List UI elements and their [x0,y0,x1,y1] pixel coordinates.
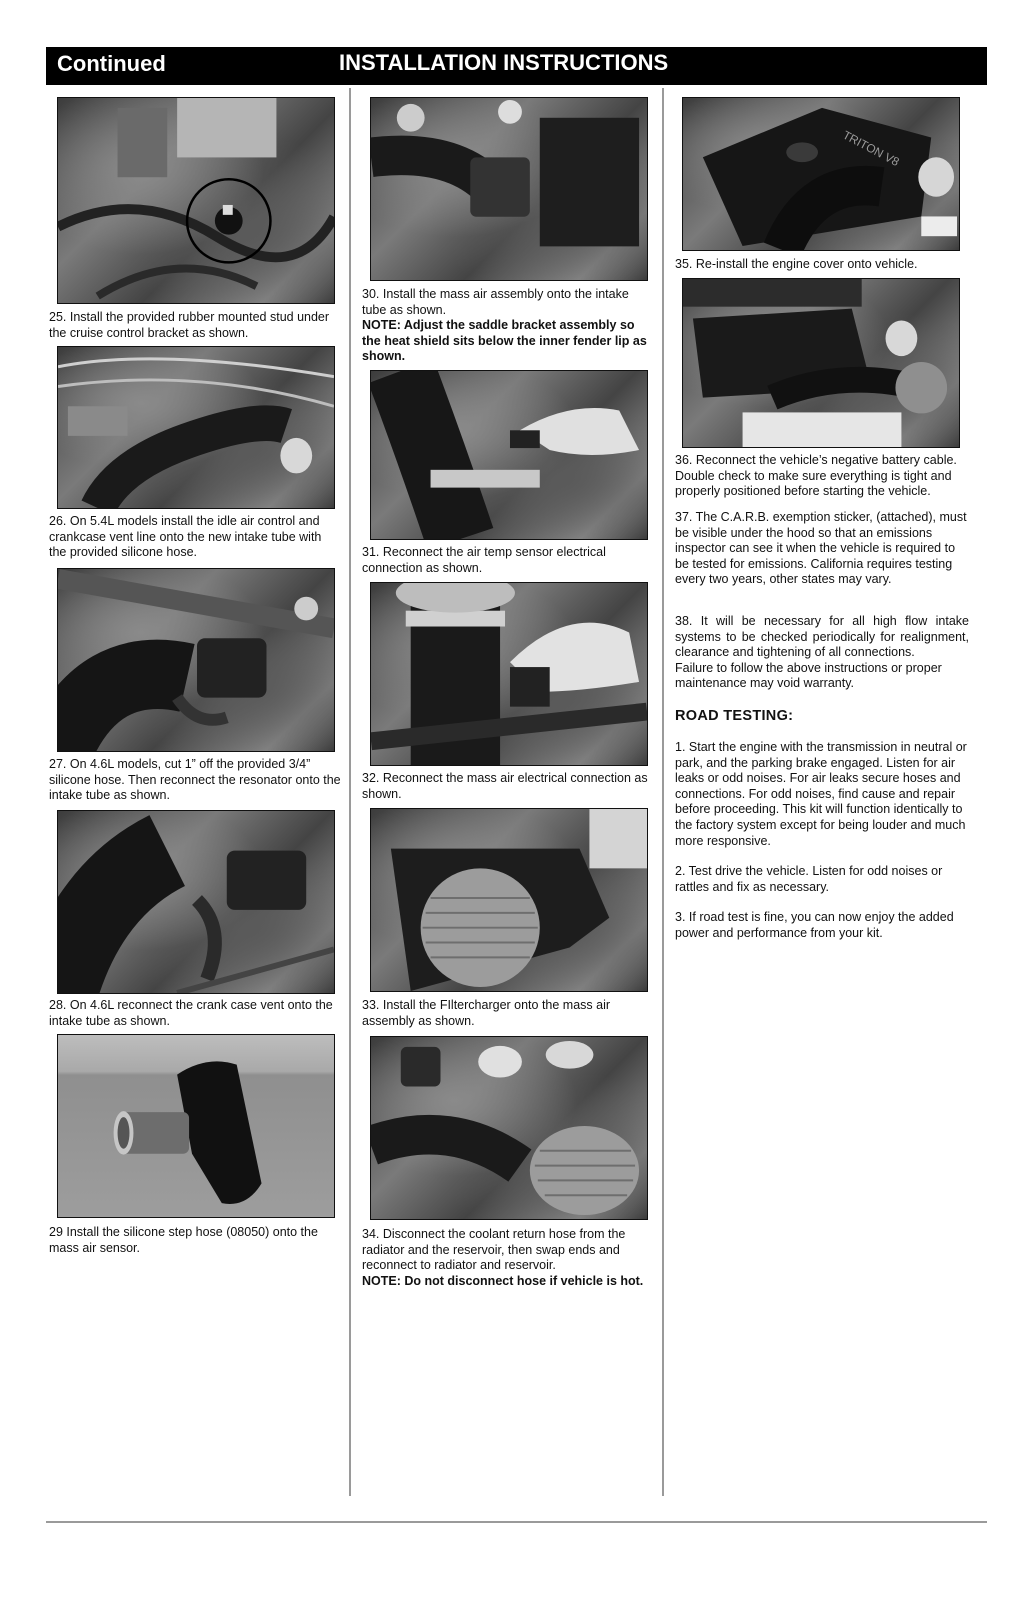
caption-step-38 [675,614,969,692]
caption-step-29: 29 Install the silicone step hose (08050) onto the mass air sensor. [49,1225,318,1255]
photo-step-25 [57,97,335,304]
photo-step-29 [57,1034,335,1218]
photo-step-33 [370,808,648,992]
photo-step-30 [370,97,648,281]
photo-step-31 [370,370,648,540]
caption-step-30 [362,287,656,365]
caption-step-30-note: NOTE: Adjust the saddle bracket assembly so the heat shield sits below the inner fender lip as shown. [362,318,647,364]
caption-step-33: 33. Install the FIltercharger onto the mass air assembly as shown. [362,998,611,1028]
road-testing-step-2: 2. Test drive the vehicle. Listen for odd noises or rattles and fix as necessary. [675,864,943,894]
caption-step-26: 26. On 5.4L models install the idle air control and crankcase vent line onto the new intake tube with the provided silicone hose. [49,514,322,560]
header-continued-label: Continued [57,51,166,76]
caption-step-37: 37. The C.A.R.B. exemption sticker, (attached), must be visible under the hood so that an emissions inspector can see it when the vehicle is required to be tested for emissions. California requires testing every two years, other states may vary. [675,510,967,587]
engine-cover-brand-text: TRITON V8 [840,127,902,170]
caption-step-27: 27. On 4.6L models, cut 1” off the provided 3/4” silicone hose. Then reconnect the resonator onto the intake tube as shown. [49,757,341,803]
page-title: INSTALLATION INSTRUCTIONS [339,50,669,75]
header-bar [46,47,987,85]
caption-step-30-text: 30. Install the mass air assembly onto the intake tube as shown. [362,287,629,317]
caption-step-35: 35. Re-install the engine cover onto vehicle. [675,257,918,271]
column-divider-1 [349,88,351,1496]
caption-step-36: 36. Reconnect the vehicle’s negative battery cable. Double check to make sure everything is tight and properly positioned before starting the vehicle. [675,453,957,499]
caption-step-28: 28. On 4.6L reconnect the crank case vent onto the intake tube as shown. [49,998,333,1028]
photo-step-27 [57,568,335,752]
road-testing-heading: ROAD TESTING: [675,708,794,724]
caption-step-34 [362,1227,656,1289]
caption-step-31: 31. Reconnect the air temp sensor electrical connection as shown. [362,545,606,575]
road-testing-step-3: 3. If road test is fine, you can now enjoy the added power and performance from your kit. [675,910,954,940]
warranty-warning: Failure to follow the above instructions or proper maintenance may void warranty. [675,660,942,691]
column-divider-2 [662,88,664,1496]
caption-step-34-text: 34. Disconnect the coolant return hose from the radiator and the reservoir, then swap ends and reconnect to radiator and reservoir. [362,1227,626,1273]
caption-step-32: 32. Reconnect the mass air electrical connection as shown. [362,771,648,801]
road-testing-step-1: 1. Start the engine with the transmission in neutral or park, and the parking brake engaged. Listen for air leaks or odd noises. For air leaks secure hoses and connections. For odd noises, find cause and repair before proceeding. This kit will function identically to the factory system except for being louder and much more responsive. [675,740,967,848]
bottom-rule [46,1521,987,1523]
photo-step-34 [370,1036,648,1220]
photo-step-26 [57,346,335,509]
caption-step-25: 25. Install the provided rubber mounted stud under the cruise control bracket as shown. [49,310,330,340]
photo-step-36 [682,278,960,448]
photo-step-28 [57,810,335,994]
caption-step-34-note: NOTE: Do not disconnect hose if vehicle is hot. [362,1273,644,1288]
caption-step-38-text: 38. It will be necessary for all high flow intake systems to be checked periodically for realignment, clearance and tightening of all connections. [675,614,969,660]
photo-step-35 [682,97,960,251]
photo-step-32 [370,582,648,766]
